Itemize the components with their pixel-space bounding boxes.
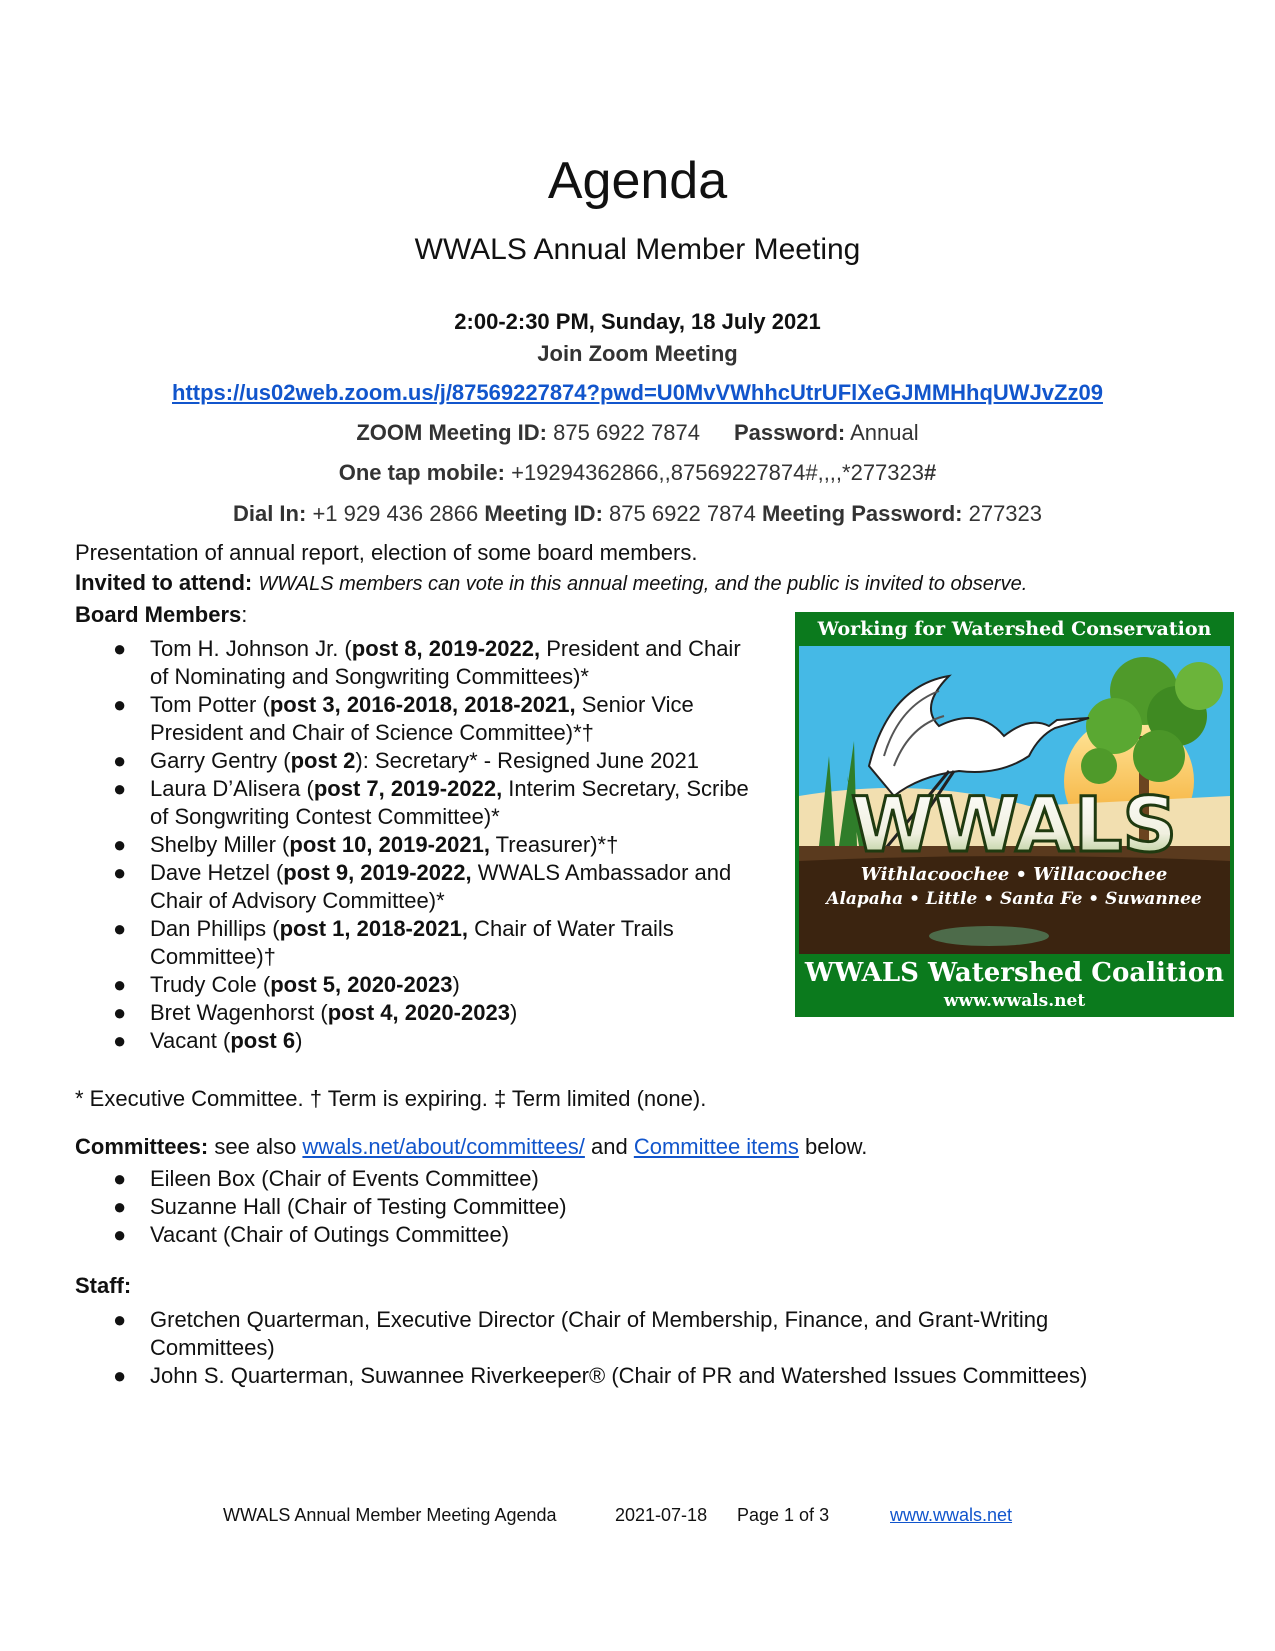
zoom-meeting-id-line: [0, 419, 1275, 447]
zoom-password-value: Annual: [850, 420, 919, 445]
list-item: ● Trudy Cole (post 5, 2020-2023): [113, 972, 460, 997]
list-item: ● Dave Hetzel (post 9, 2019-2022, WWALS Ambassador and Chair of Advisory Committee)*: [113, 860, 732, 913]
logo-heron-illustration: [799, 646, 1230, 954]
committee-items-link[interactable]: Committee items: [633, 1134, 799, 1159]
presentation-text: Presentation of annual report, election of some board members.: [75, 540, 698, 565]
list-item: ● Tom H. Johnson Jr. (post 8, 2019-2022, President and Chair of Nominating and Songwriting Committees)*: [113, 636, 741, 689]
zoom-id-label: ZOOM Meeting ID:: [356, 420, 547, 445]
invited-label: Invited to attend:: [75, 570, 253, 595]
page-title: Agenda: [547, 152, 728, 210]
staff-heading: Staff:: [75, 1273, 132, 1298]
dialin-pw-value: 277323: [968, 501, 1043, 526]
logo-wordmark: WWALS: [850, 780, 1178, 869]
logo-tagline: Working for Watershed Conservation: [817, 618, 1212, 640]
list-item: ● Shelby Miller (post 10, 2019-2021, Treasurer)*†: [113, 832, 619, 857]
one-tap-mobile-line: [0, 459, 1275, 487]
dialin-number[interactable]: +1 929 436 2866: [312, 501, 479, 526]
list-item: ● Eileen Box (Chair of Events Committee): [113, 1166, 539, 1191]
footer-doc-title: WWALS Annual Member Meeting Agenda: [223, 1505, 557, 1525]
list-item: ● Vacant (Chair of Outings Committee): [113, 1222, 510, 1247]
committees-page-link[interactable]: wwals.net/about/committees/: [302, 1134, 585, 1159]
list-item: ● Suzanne Hall (Chair of Testing Committee): [113, 1194, 567, 1219]
dialin-id-value: 875 6922 7874: [609, 501, 756, 526]
footer-website-link[interactable]: www.wwals.net: [890, 1505, 1013, 1525]
invited-text: WWALS members can vote in this annual meeting, and the public is invited to observe.: [258, 573, 1028, 595]
list-item: ● Gretchen Quarterman, Executive Director (Chair of Membership, Finance, and Grant-Writing Committees): [113, 1307, 1049, 1360]
footer-page-number: Page 1 of 3: [737, 1505, 830, 1525]
zoom-id-value: 875 6922 7874: [553, 420, 700, 445]
zoom-meeting-link[interactable]: https://us02web.zoom.us/j/87569227874?pwd=U0MvVWhhcUtrUFlXeGJMMHhqUWJvZz09: [172, 380, 1103, 405]
list-item: ● Dan Phillips (post 1, 2018-2021, Chair of Water Trails Committee)†: [113, 916, 674, 969]
meeting-datetime: 2:00-2:30 PM, Sunday, 18 July 2021: [454, 309, 821, 334]
onetap-label: One tap mobile:: [338, 460, 505, 485]
committees-label: Committees:: [75, 1134, 209, 1159]
board-label: Board Members: [75, 602, 242, 627]
logo-coalition-name: WWALS Watershed Coalition: [804, 958, 1225, 988]
board-members-list: [75, 635, 775, 1055]
list-item: ● Laura D’Alisera (post 7, 2019-2022, Interim Secretary, Scribe of Songwriting Contest Committee)*: [113, 776, 749, 829]
committee-chairs-list: [75, 1165, 1175, 1249]
dialin-pw-label: Meeting Password:: [761, 501, 963, 526]
footer-date: 2021-07-18: [615, 1505, 708, 1525]
board-heading: [75, 601, 247, 629]
wwals-logo: [795, 612, 1234, 1017]
board-colon: :: [241, 602, 248, 627]
logo-website: www.wwals.net: [943, 991, 1086, 1011]
list-item: ● Vacant (post 6): [113, 1028, 303, 1053]
committees-line: Committees: see also wwals.net/about/committees/ and Committee items below.: [75, 1134, 868, 1159]
legend-text: * Executive Committee. † Term is expiring. ‡ Term limited (none).: [75, 1086, 707, 1111]
dialin-label: Dial In:: [232, 501, 307, 526]
dialin-id-label: Meeting ID:: [484, 501, 603, 526]
logo-rivers-line2: Alapaha • Little • Santa Fe • Suwannee: [826, 889, 1202, 909]
list-item: ● John S. Quarterman, Suwannee Riverkeeper® (Chair of PR and Watershed Issues Committees): [113, 1363, 1088, 1388]
zoom-password-label: Password:: [733, 420, 846, 445]
page-subtitle: WWALS Annual Member Meeting: [414, 233, 861, 266]
list-item: ● Garry Gentry (post 2): Secretary* - Resigned June 2021: [113, 748, 700, 773]
onetap-suffix: #: [924, 460, 937, 485]
join-zoom-heading: Join Zoom Meeting: [537, 341, 738, 366]
dial-in-line: [0, 500, 1275, 528]
staff-list: [75, 1306, 1175, 1390]
logo-rivers-line1: Withlacoochee • Willacoochee: [860, 864, 1168, 885]
list-item: ● Bret Wagenhorst (post 4, 2020-2023): [113, 1000, 518, 1025]
invited-line: [75, 569, 1027, 598]
onetap-value[interactable]: +19294362866,,87569227874#,,,,*277323: [511, 460, 925, 485]
list-item: ● Tom Potter (post 3, 2016-2018, 2018-2021, Senior Vice President and Chair of Science Committee)*†: [113, 692, 694, 745]
